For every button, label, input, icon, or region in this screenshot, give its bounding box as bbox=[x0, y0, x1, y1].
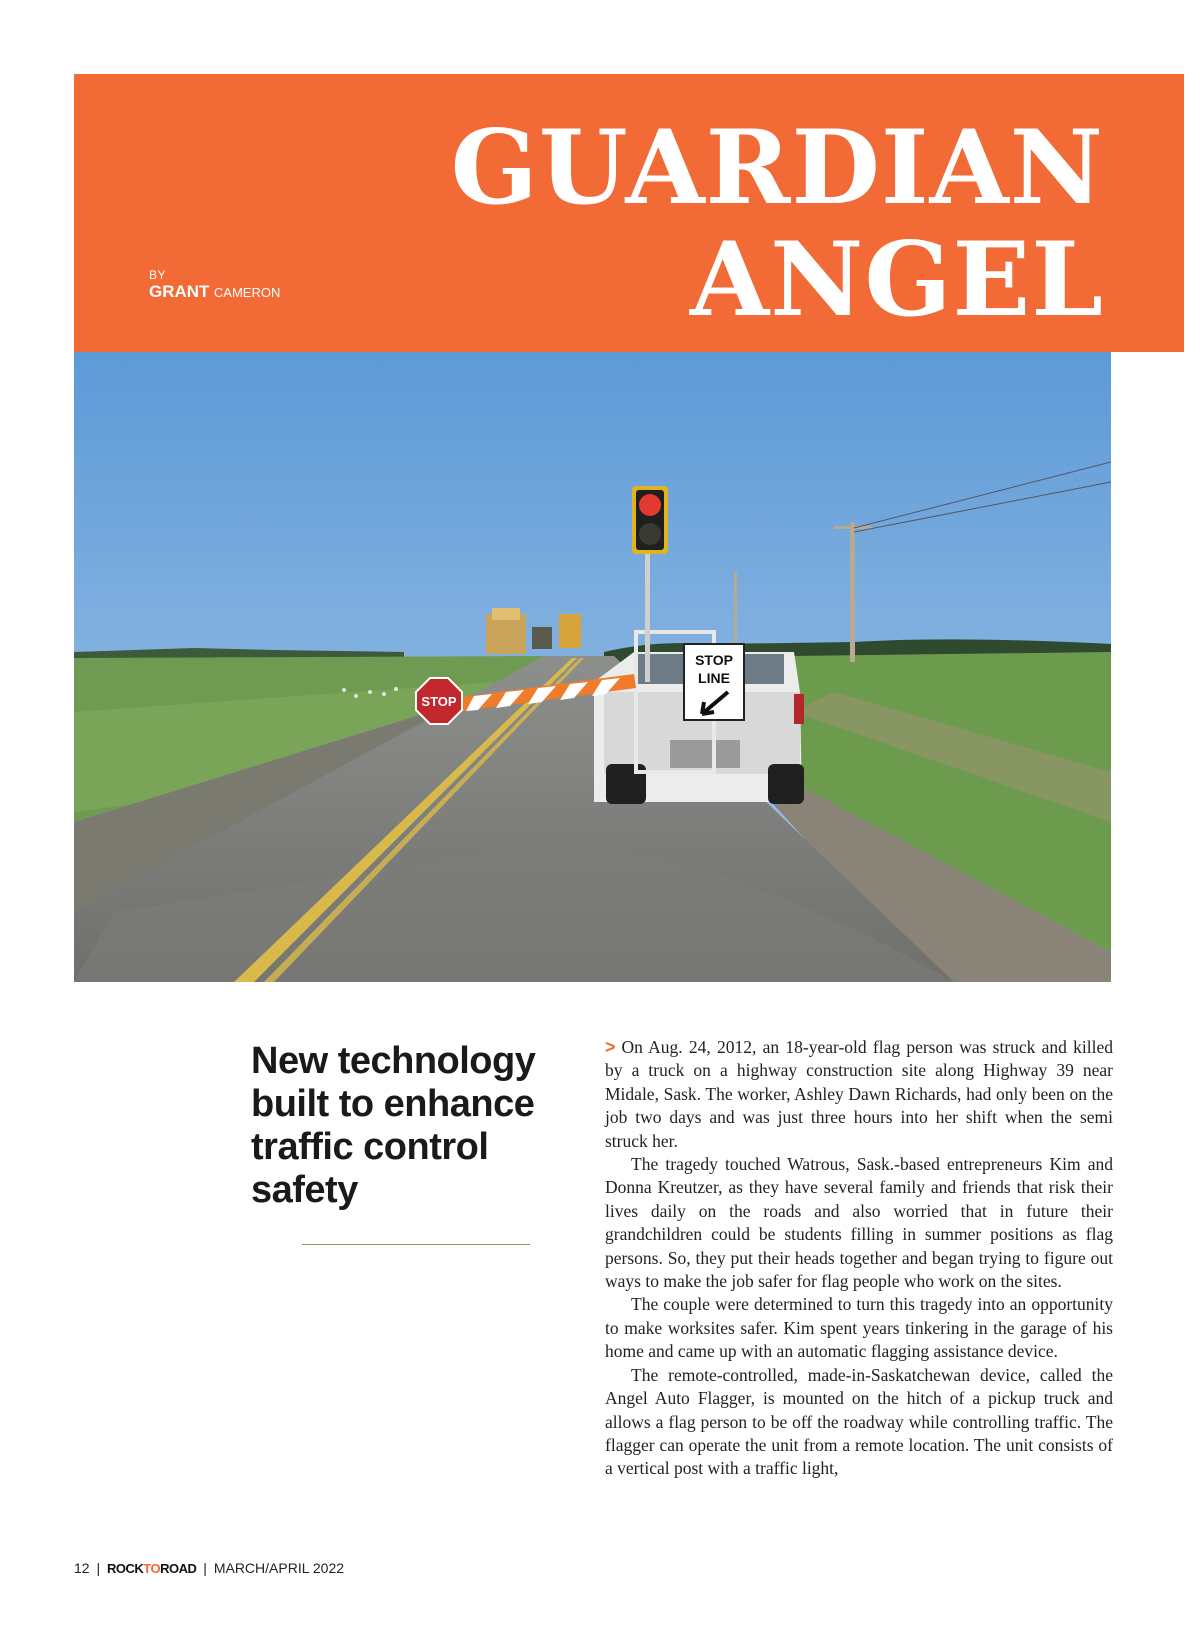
author-last-name: CAMERON bbox=[213, 285, 281, 300]
road-scene-illustration bbox=[74, 352, 1111, 982]
article-paragraph-2: The tragedy touched Watrous, Sask.-based entrepreneurs Kim and Donna Kreutzer, as they have several family and friends that risk their lives daily on the roads and also worried that in future their grandchildren could be students filling in summer positions as flag persons. So, they put their heads together and began trying to figure out ways to make the job safer for flag people who work on the sites. bbox=[605, 1154, 1113, 1292]
sign-line-1: STOP bbox=[695, 652, 733, 668]
title-line-2: ANGEL bbox=[690, 220, 1104, 340]
article-body bbox=[605, 1036, 1113, 1481]
title-line-1: GUARDIAN bbox=[450, 108, 1104, 228]
byline bbox=[149, 268, 280, 302]
article-paragraph-4: The remote-controlled, made-in-Saskatchewan device, called the Angel Auto Flagger, is mounted on the hitch of a pickup truck and allows a flag person to be off the roadway while controlling traffic. The flagger can operate the unit from a remote location. The unit consists of a vertical post with a traffic light, bbox=[605, 1364, 1113, 1479]
stop-sign-text: STOP bbox=[421, 694, 457, 709]
paragraph-text: On Aug. 24, 2012, an 18-year-old flag person was struck and killed by a truck on a highway construction site along Highway 39 near Midale, Sask. The worker, Ashley Dawn Richards, had only been on the job two days and was just three hours into her shift when the semi struck her. bbox=[605, 1037, 1113, 1151]
deck-divider bbox=[302, 1244, 530, 1245]
article-paragraph-1 bbox=[605, 1036, 1113, 1153]
footer-separator: | bbox=[96, 1560, 101, 1576]
footer-separator: | bbox=[203, 1560, 207, 1576]
sign-line-2: LINE bbox=[698, 670, 730, 686]
page-title bbox=[450, 108, 1104, 340]
magazine-logo: ROCKTOROAD bbox=[107, 1561, 197, 1576]
byline-prefix: BY bbox=[149, 268, 167, 282]
page-number: 12 bbox=[74, 1560, 90, 1576]
deck-headline: New technology built to enhance traffic control safety bbox=[251, 1040, 536, 1211]
author-first-name: GRANT bbox=[149, 282, 210, 301]
article-paragraph-3: The couple were determined to turn this tragedy into an opportunity to make worksites safer. Kim spent years tinkering in the garage of his home and came up with an automatic flagging assistance device. bbox=[605, 1294, 1113, 1362]
title-banner bbox=[74, 74, 1184, 352]
paragraph-marker-icon: > bbox=[605, 1037, 616, 1057]
issue-date: MARCH/APRIL 2022 bbox=[213, 1560, 345, 1576]
page-footer bbox=[74, 1560, 344, 1576]
article-photo bbox=[74, 352, 1111, 982]
